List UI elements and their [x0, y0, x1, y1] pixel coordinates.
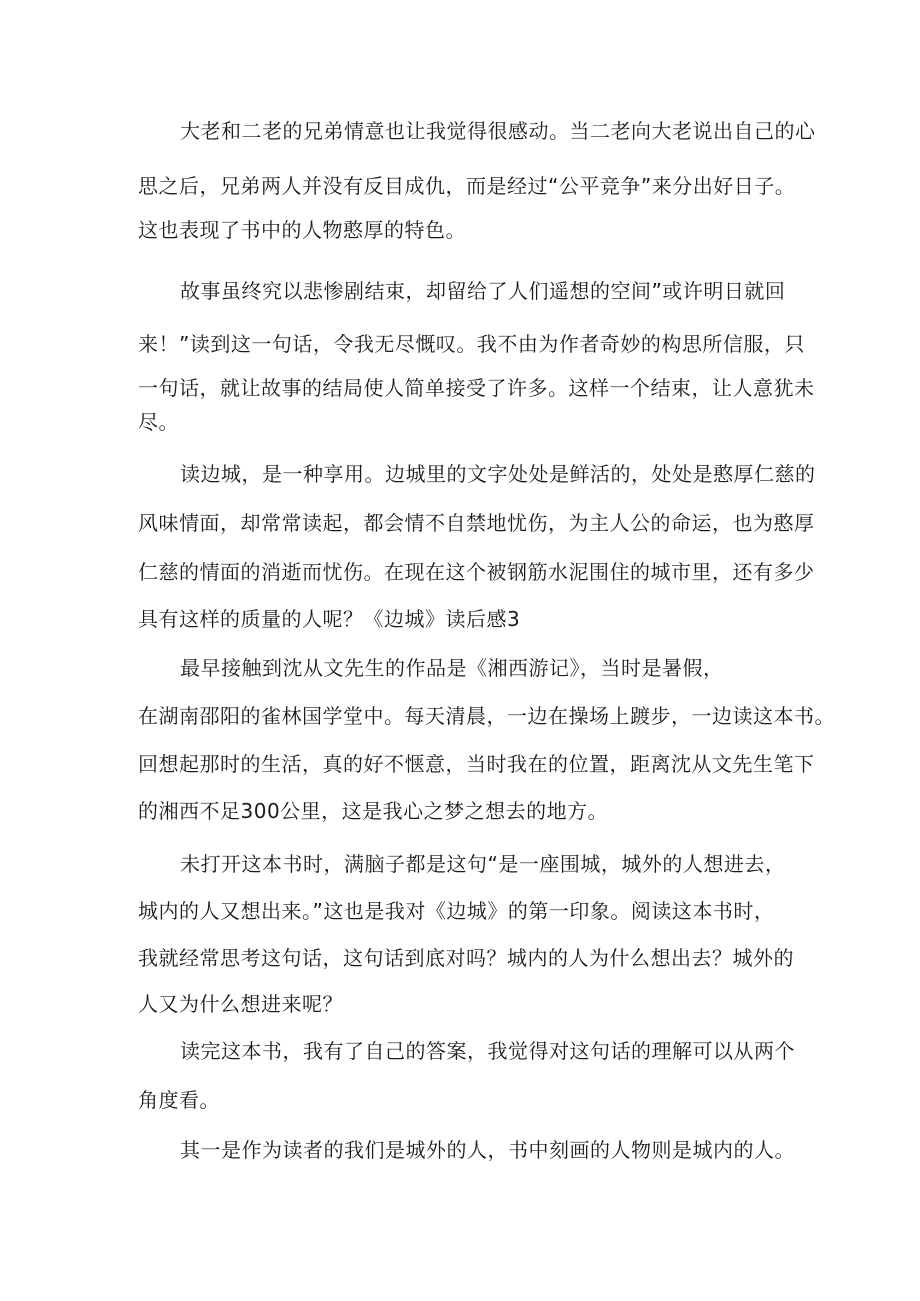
- text-line: 一句话，就让故事的结局使人简单接受了许多。这样一个结束，让人意犹未: [138, 376, 815, 400]
- text-line: 具有这样的质量的人呢？《边城》读后感3: [138, 607, 521, 631]
- text-line: 城内的人又想出来。”这也是我对《边城》的第一印象。阅读这本书时，: [138, 899, 775, 923]
- text-line: 回想起那时的生活，真的好不惬意，当时我在的位置，距离沈从文先生笔下: [138, 752, 815, 776]
- text-line: 其一是作为读者的我们是城外的人，书中刻画的人物则是城内的人。: [180, 1138, 795, 1162]
- text-line: 风味情面，却常常读起，都会情不自禁地忧伤，为主人公的命运，也为憨厚: [138, 511, 815, 535]
- text-line: 这也表现了书中的人物憨厚的特色。: [138, 218, 466, 242]
- text-line: 我就经常思考这句话，这句话到底对吗？城内的人为什么想出去？城外的: [138, 946, 794, 970]
- text-line: 读边城，是一种享用。边城里的文字处处是鲜活的，处处是憨厚仁慈的: [180, 462, 816, 486]
- text-line: 角度看。: [138, 1088, 220, 1112]
- text-line: 尽。: [138, 410, 179, 434]
- text-line: 故事虽终究以悲惨剧结束，却留给了人们遥想的空间”或许明日就回: [180, 279, 786, 303]
- text-line: 人又为什么想进来呢？: [138, 992, 343, 1016]
- text-line: 的湘西不足300公里，这是我心之梦之想去的地方。: [138, 799, 609, 823]
- text-line: 仁慈的情面的消逝而忧伤。在现在这个被钢筋水泥围住的城市里，还有多少: [138, 560, 815, 584]
- text-line: 来！”读到这一句话，令我无尽慨叹。我不由为作者奇妙的构思所信服，只: [138, 332, 805, 356]
- text-line: 未打开这本书时，满脑子都是这句“是一座围城，城外的人想进去，: [180, 852, 786, 876]
- text-line: 在湖南邵阳的雀林国学堂中。每天清晨，一边在操场上踱步，一边读这本书。: [138, 704, 835, 728]
- text-line: 最早接触到沈从文先生的作品是《湘西游记》，当时是暑假，: [180, 656, 724, 680]
- text-line: 思之后，兄弟两人并没有反目成仇，而是经过“公平竞争”来分出好日子。: [138, 174, 796, 198]
- text-line: 读完这本书，我有了自己的答案，我觉得对这句话的理解可以从两个: [180, 1039, 795, 1063]
- text-line: 大老和二老的兄弟情意也让我觉得很感动。当二老向大老说出自己的心: [180, 119, 816, 143]
